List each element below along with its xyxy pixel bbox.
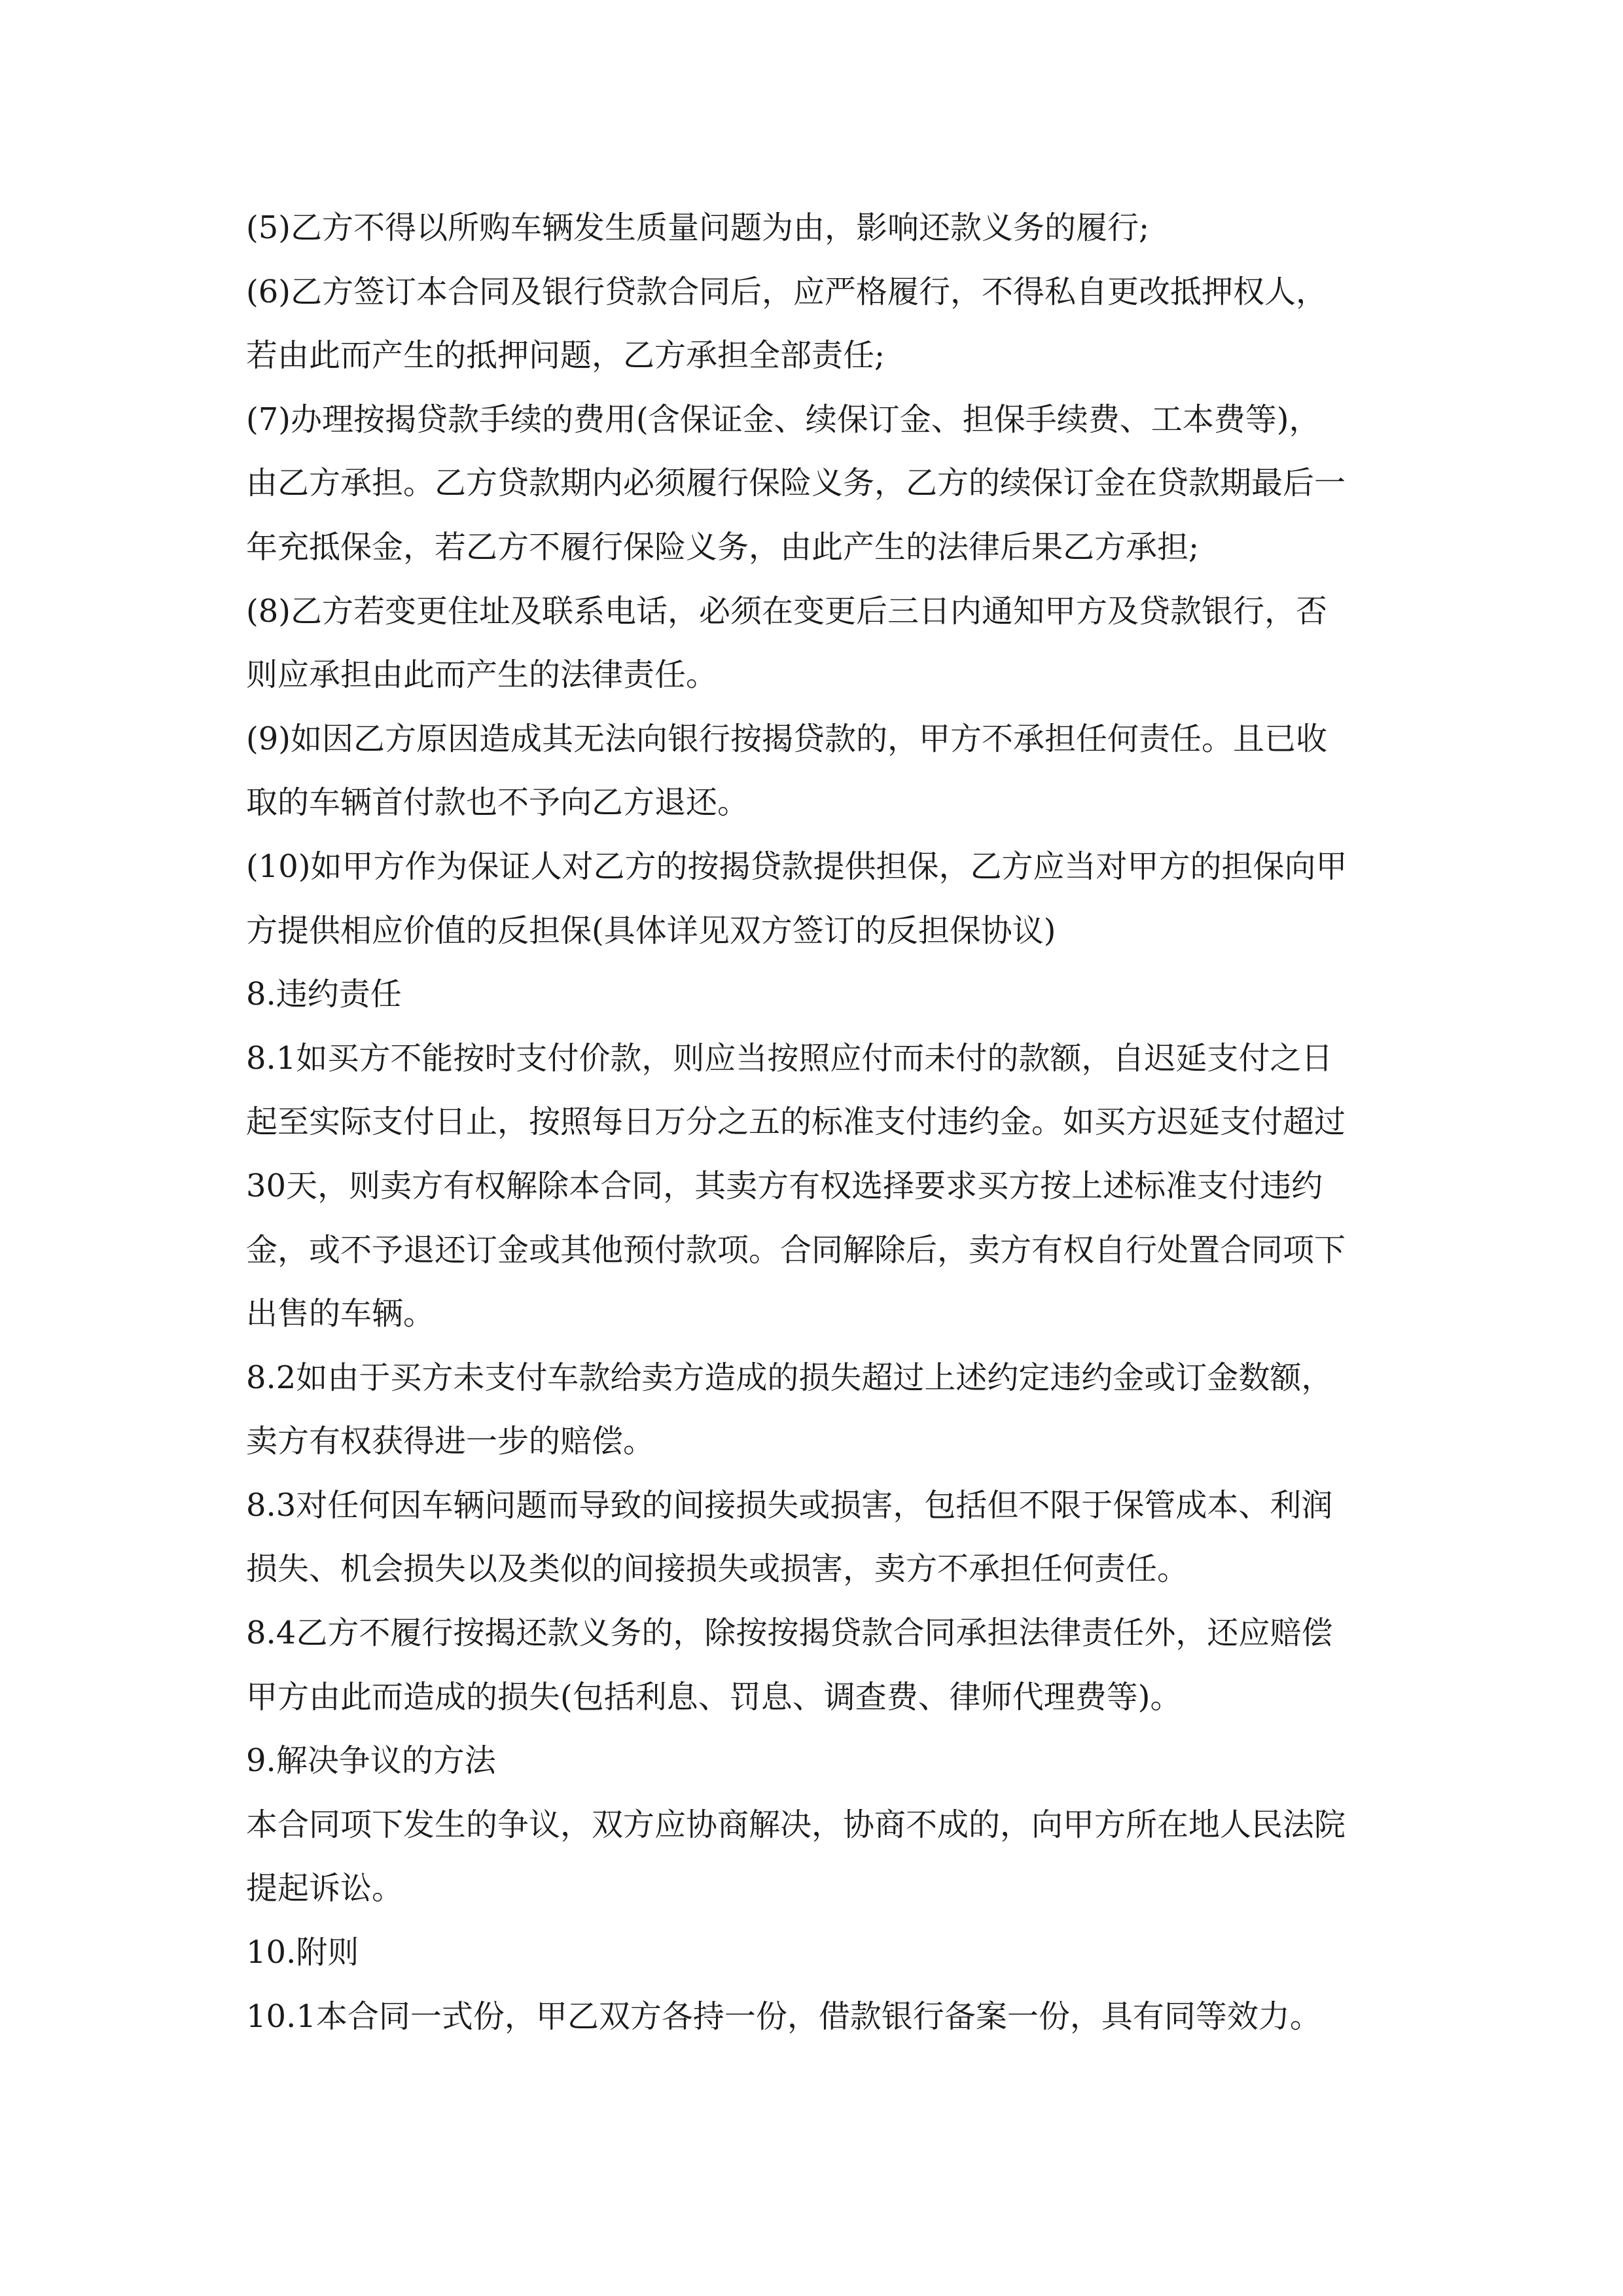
clause-8-4-line-1: 8.4乙方不履行按揭还款义务的，除按按揭贷款合同承担法律责任外，还应赔偿: [246, 1615, 1333, 1652]
clause-8-3-line-1: 8.3对任何因车辆问题而导致的间接损失或损害，包括但不限于保管成本、利润: [246, 1486, 1333, 1524]
clause-6-line-2: 若由此而产生的抵押问题，乙方承担全部责任;: [246, 337, 885, 374]
clause-8-1-line-4: 金，或不予退还订金或其他预付款项。合同解除后，卖方有权自行处置合同项下: [246, 1231, 1346, 1268]
clause-10-line-2: 方提供相应价值的反担保(具体详见双方签订的反担保协议): [246, 912, 1056, 949]
clause-8-4-line-2: 甲方由此而造成的损失(包括利息、罚息、调查费、律师代理费等)。: [246, 1678, 1182, 1715]
clause-8-1-line-2: 起至实际支付日止，按照每日万分之五的标准支付违约金。如买方迟延支付超过: [246, 1103, 1346, 1141]
clause-8-1-line-3: 30天，则卖方有权解除本合同，其卖方有权选择要求买方按上述标准支付违约: [246, 1167, 1323, 1204]
clause-8-1-line-5: 出售的车辆。: [246, 1295, 435, 1333]
clause-8-line-1: (8)乙方若变更住址及联系电话，必须在变更后三日内通知甲方及贷款银行，否: [246, 592, 1327, 630]
clause-8-1-line-1: 8.1如买方不能按时支付价款，则应当按照应付而未付的款额，自迟延支付之日: [246, 1039, 1333, 1077]
clause-7-line-3: 年充抵保金，若乙方不履行保险义务，由此产生的法律后果乙方承担;: [246, 528, 1200, 565]
section-9-line-2: 提起诉讼。: [246, 1870, 404, 1907]
clause-9-line-1: (9)如因乙方原因造成其无法向银行按揭贷款的，甲方不承担任何责任。且已收: [246, 720, 1327, 757]
clause-8-2-line-2: 卖方有权获得进一步的赔偿。: [246, 1423, 655, 1460]
clause-5-line: (5)乙方不得以所购车辆发生质量问题为由，影响还款义务的履行;: [246, 209, 1150, 246]
clause-8-2-line-1: 8.2如由于买方未支付车款给卖方造成的损失超过上述约定违约金或订金数额，: [246, 1359, 1333, 1396]
section-9-heading: 9.解决争议的方法: [246, 1742, 496, 1780]
clause-7-line-2: 由乙方承担。乙方贷款期内必须履行保险义务，乙方的续保订金在贷款期最后一: [246, 465, 1346, 502]
section-9-line-1: 本合同项下发生的争议，双方应协商解决，协商不成的，向甲方所在地人民法院: [246, 1806, 1346, 1843]
clause-8-line-2: 则应承担由此而产生的法律责任。: [246, 656, 718, 694]
clause-7-line-1: (7)办理按揭贷款手续的费用(含保证金、续保订金、担保手续费、工本费等)，: [246, 401, 1321, 438]
clause-6-line-1: (6)乙方签订本合同及银行贷款合同后，应严格履行，不得私自更改抵押权人，: [246, 273, 1327, 310]
clause-9-line-2: 取的车辆首付款也不予向乙方退还。: [246, 784, 749, 821]
section-8-heading: 8.违约责任: [246, 976, 402, 1013]
clause-8-3-line-2: 损失、机会损失以及类似的间接损失或损害，卖方不承担任何责任。: [246, 1551, 1189, 1588]
contract-text-body: [246, 196, 1398, 2049]
section-10-heading: 10.附则: [246, 1934, 359, 1971]
clause-10-1-line: 10.1本合同一式份，甲乙双方各持一份，借款银行备案一份，具有同等效力。: [246, 1998, 1321, 2035]
clause-10-line-1: (10)如甲方作为保证人对乙方的按揭贷款提供担保，乙方应当对甲方的担保向甲: [246, 848, 1347, 885]
